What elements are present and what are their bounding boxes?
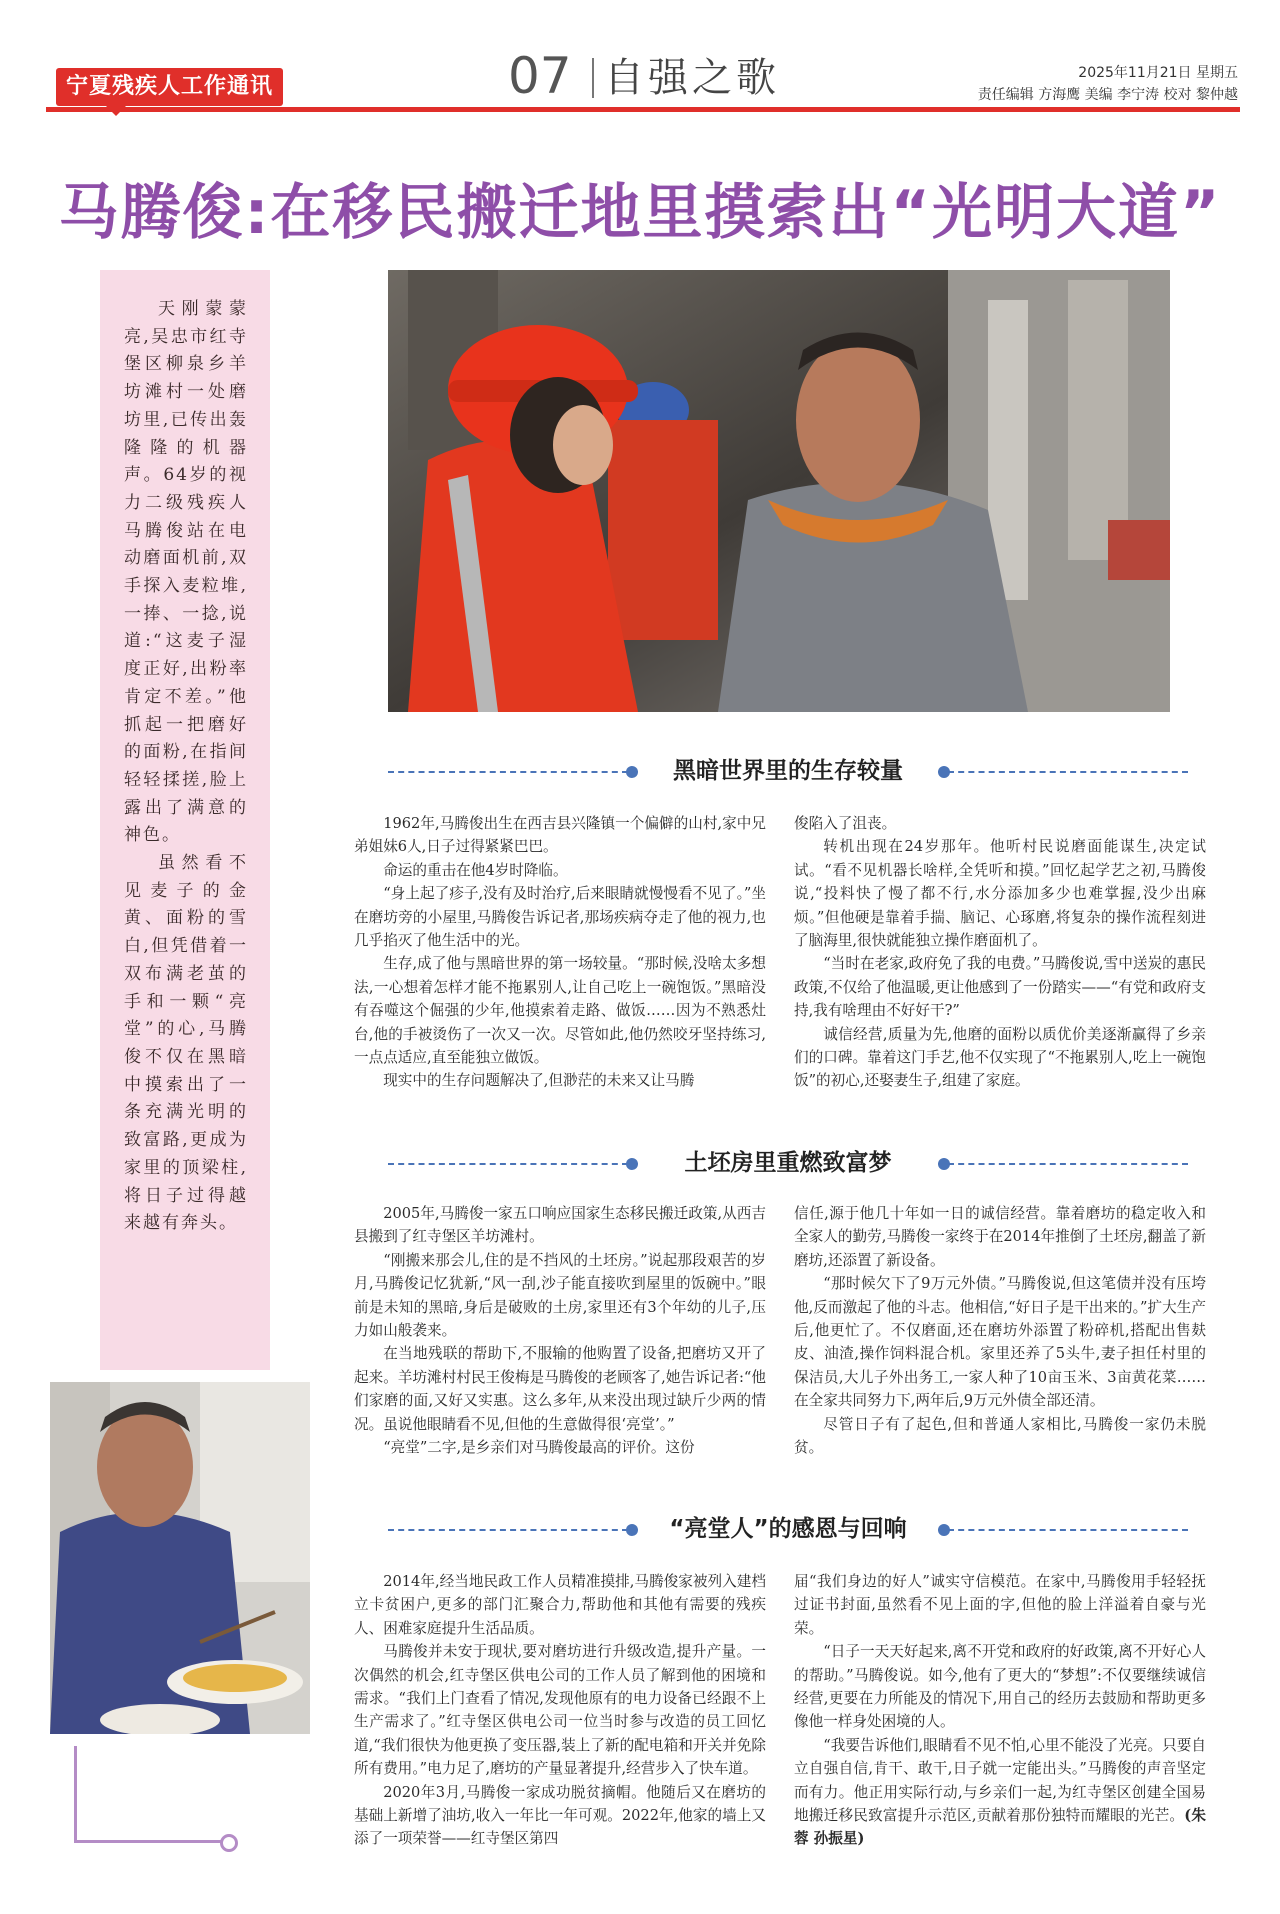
main-photo-illustration — [388, 270, 1170, 712]
intro-text — [124, 296, 248, 1238]
paragraph: “亮堂”二字,是乡亲们对马腾俊最高的评价。这份 — [383, 1439, 695, 1457]
paragraph: 转机出现在24岁那年。他听村民说磨面能谋生,决定试试。“看不见机器长啥样,全凭听和摸。”回忆起学艺之初,马腾俊说,“投料快了慢了都不行,水分添加多少也难掌握,没少出麻烦。”但他硬是靠着手揣、脑记、心琢磨,将复杂的操作流程刻进了脑海里,很快就能独立操作磨面机了。 — [794, 838, 1206, 950]
subhead-gratitude — [388, 1512, 1188, 1546]
subhead-text: 土坯房里重燃致富梦 — [684, 1150, 892, 1176]
paragraph: “当时在老家,政府免了我的电费。”马腾俊说,雪中送炭的惠民政策,不仅给了他温暖,更让他感到了一份踏实——“有党和政府支持,我有啥理由不好好干?” — [794, 955, 1206, 1020]
section-1-right-column — [794, 812, 1206, 1093]
paragraph: 信任,源于他几十年如一日的诚信经营。靠着磨坊的稳定收入和全家人的勤劳,马腾俊一家终于在2014年推倒了土坯房,翻盖了新磨坊,还添置了新设备。 — [794, 1205, 1206, 1269]
section-3-right-column — [794, 1570, 1206, 1851]
dashed-rule — [948, 771, 1188, 773]
article-headline: 马腾俊:在移民搬迁地里摸索出“光明大道” — [58, 178, 1222, 248]
section-3-left-column — [354, 1570, 766, 1851]
masthead-divider — [592, 58, 594, 98]
decorative-line — [74, 1746, 77, 1842]
paragraph: 生存,成了他与黑暗世界的第一场较量。“那时候,没啥太多想法,一心想着怎样才能不拖累别人,让自己吃上一碗饱饭。”黑暗没有吞噬这个倔强的少年,他摸索着走路、做饭……因为不熟悉灶台,他的手被烫伤了一次又一次。尽管如此,他仍然咬牙坚持练习,一点点适应,直至能独立做饭。 — [354, 955, 766, 1067]
subhead-survival — [388, 754, 1188, 788]
section-1-left-column — [354, 812, 766, 1093]
paragraph: 2005年,马腾俊一家五口响应国家生态移民搬迁政策,从西吉县搬到了红寺堡区羊坊滩村。 — [354, 1205, 766, 1246]
paragraph: 2014年,经当地民政工作人员精准摸排,马腾俊家被列入建档立卡贫困户,更多的部门汇聚合力,帮助他和其他有需要的残疾人、困难家庭提升生活品质。 — [354, 1573, 766, 1637]
decorative-dot — [220, 1834, 238, 1852]
decorative-line — [74, 1840, 224, 1843]
paragraph: 届“我们身边的好人”诚实守信模范。在家中,马腾俊用手轻轻抚过证书封面,虽然看不见上面的字,但他的脸上洋溢着自豪与光荣。 — [794, 1573, 1206, 1637]
section-2-right-column — [794, 1202, 1206, 1459]
paragraph: “刚搬来那会儿,住的是不挡风的土坯房。”说起那段艰苦的岁月,马腾俊记忆犹新,“风一刮,沙子能直接吹到屋里的饭碗中。”眼前是未知的黑暗,身后是破败的土房,家里还有3个年幼的儿子,压力如山般袭来。 — [354, 1251, 766, 1340]
subhead-text: 黑暗世界里的生存较量 — [673, 758, 903, 784]
closing-text: “我要告诉他们,眼睛看不见不怕,心里不能没了光亮。只要自立自强自信,肯干、敢干,日子就一定能出头。”马腾俊的声音坚定而有力。他正用实际行动,与乡亲们一起,为红寺堡区创建全国易地搬迁移民致富提升示范区,贡献着那份独特而耀眼的光芒。 — [794, 1736, 1206, 1825]
paragraph: 现实中的生存问题解决了,但渺茫的未来又让马腾 — [383, 1072, 695, 1090]
paragraph: “身上起了疹子,没有及时治疗,后来眼睛就慢慢看不见了。”坐在磨坊旁的小屋里,马腾俊告诉记者,那场疾病夺走了他的视力,也几乎掐灭了他生活中的光。 — [354, 885, 766, 950]
section-2-left-column — [354, 1202, 766, 1459]
page-number: 07 — [508, 47, 572, 105]
paragraph — [794, 1734, 1206, 1851]
paragraph: “那时候欠下了9万元外债。”马腾俊说,但这笔债并没有压垮他,反而激起了他的斗志。他相信,“好日子是干出来的。”扩大生产后,他更忙了。不仅磨面,还在磨坊外添置了粉碎机,搭配出售麸皮、油渣,操作饲料混合机。家里还养了5头牛,妻子担任村里的保洁员,大儿子外出务工,一家人种了10亩玉米、3亩黄花菜……在全家共同努力下,两年后,9万元外债全部还清。 — [794, 1275, 1206, 1410]
section-title: 自强之歌 — [604, 55, 780, 101]
paragraph: “日子一天天好起来,离不开党和政府的好政策,离不开好心人的帮助。”马腾俊说。如今,他有了更大的“梦想”:不仅要继续诚信经营,更要在力所能及的情况下,用自己的经历去鼓励和帮助更多像他一样身处困境的人。 — [794, 1643, 1206, 1731]
main-photo — [388, 270, 1170, 712]
subhead-dream — [388, 1146, 1188, 1180]
paragraph: 诚信经营,质量为先,他磨的面粉以质优价美逐渐赢得了乡亲们的口碑。靠着这门手艺,他不仅实现了“不拖累别人,吃上一碗饱饭”的初心,还娶妻生子,组建了家庭。 — [794, 1025, 1206, 1090]
paragraph: 尽管日子有了起色,但和普通人家相比,马腾俊一家仍未脱贫。 — [794, 1415, 1206, 1457]
side-photo-illustration — [50, 1382, 310, 1734]
side-photo — [50, 1382, 310, 1734]
issue-date: 2025年11月21日 星期五 — [1078, 65, 1238, 81]
intro-paragraph: 天刚蒙蒙亮,吴忠市红寺堡区柳泉乡羊坊滩村一处磨坊里,已传出轰隆隆的机器声。64岁的视力二级残疾人马腾俊站在电动磨面机前,双手探入麦粒堆,一捧、一捻,说道:“这麦子湿度正好,出粉率肯定不差。”他抓起一把磨好的面粉,在指间轻轻揉搓,脸上露出了满意的神色。 — [124, 299, 248, 846]
paragraph: 1962年,马腾俊出生在西吉县兴隆镇一个偏僻的山村,家中兄弟姐妹6人,日子过得紧紧巴巴。 — [354, 815, 766, 856]
author-byline: (朱蓉 孙振星) — [794, 1807, 1206, 1848]
paragraph: 马腾俊并未安于现状,要对磨坊进行升级改造,提升产量。一次偶然的机会,红寺堡区供电公司的工作人员了解到他的困境和需求。“我们上门查看了情况,发现他原有的电力设备已经跟不上生产需求了。”红寺堡区供电公司一位当时参与改造的员工回忆道,“我们很快为他更换了变压器,装上了新的配电箱和开关并免除所有费用。”电力足了,磨坊的产量显著提升,经营步入了快车道。 — [354, 1643, 766, 1778]
dashed-rule — [948, 1163, 1188, 1165]
masthead-rule — [46, 107, 1240, 112]
intro-paragraph: 虽然看不见麦子的金黄、面粉的雪白,但凭借着一双布满老茧的手和一颗“亮堂”的心,马腾俊不仅在黑暗中摸索出了一条充满光明的致富路,更成为家里的顶梁柱,将日子过得越来越有奔头。 — [124, 853, 248, 1234]
paragraph: 2020年3月,马腾俊一家成功脱贫摘帽。他随后又在磨坊的基础上新增了油坊,收入一年比一年可观。2022年,他家的墙上又添了一项荣誉——红寺堡区第四 — [354, 1783, 766, 1848]
paper-name-banner: 宁夏残疾人工作通讯 — [56, 68, 283, 106]
paragraph: 在当地残联的帮助下,不服输的他购置了设备,把磨坊又开了起来。羊坊滩村村民王俊梅是马腾俊的老顾客了,她告诉记者:“他们家磨的面,又好又实惠。这么多年,从来没出现过缺斤少两的情况。虽说他眼睛看不见,但他的生意做得很‘亮堂’。” — [354, 1345, 766, 1433]
subhead-text: “亮堂人”的感恩与回响 — [669, 1516, 907, 1542]
editorial-staff: 责任编辑 方海鹰 美编 李宁涛 校对 黎仲越 — [977, 87, 1238, 103]
paragraph: 俊陷入了沮丧。 — [794, 815, 897, 832]
dashed-rule — [948, 1529, 1188, 1531]
paragraph: 命运的重击在他4岁时降临。 — [383, 861, 568, 879]
